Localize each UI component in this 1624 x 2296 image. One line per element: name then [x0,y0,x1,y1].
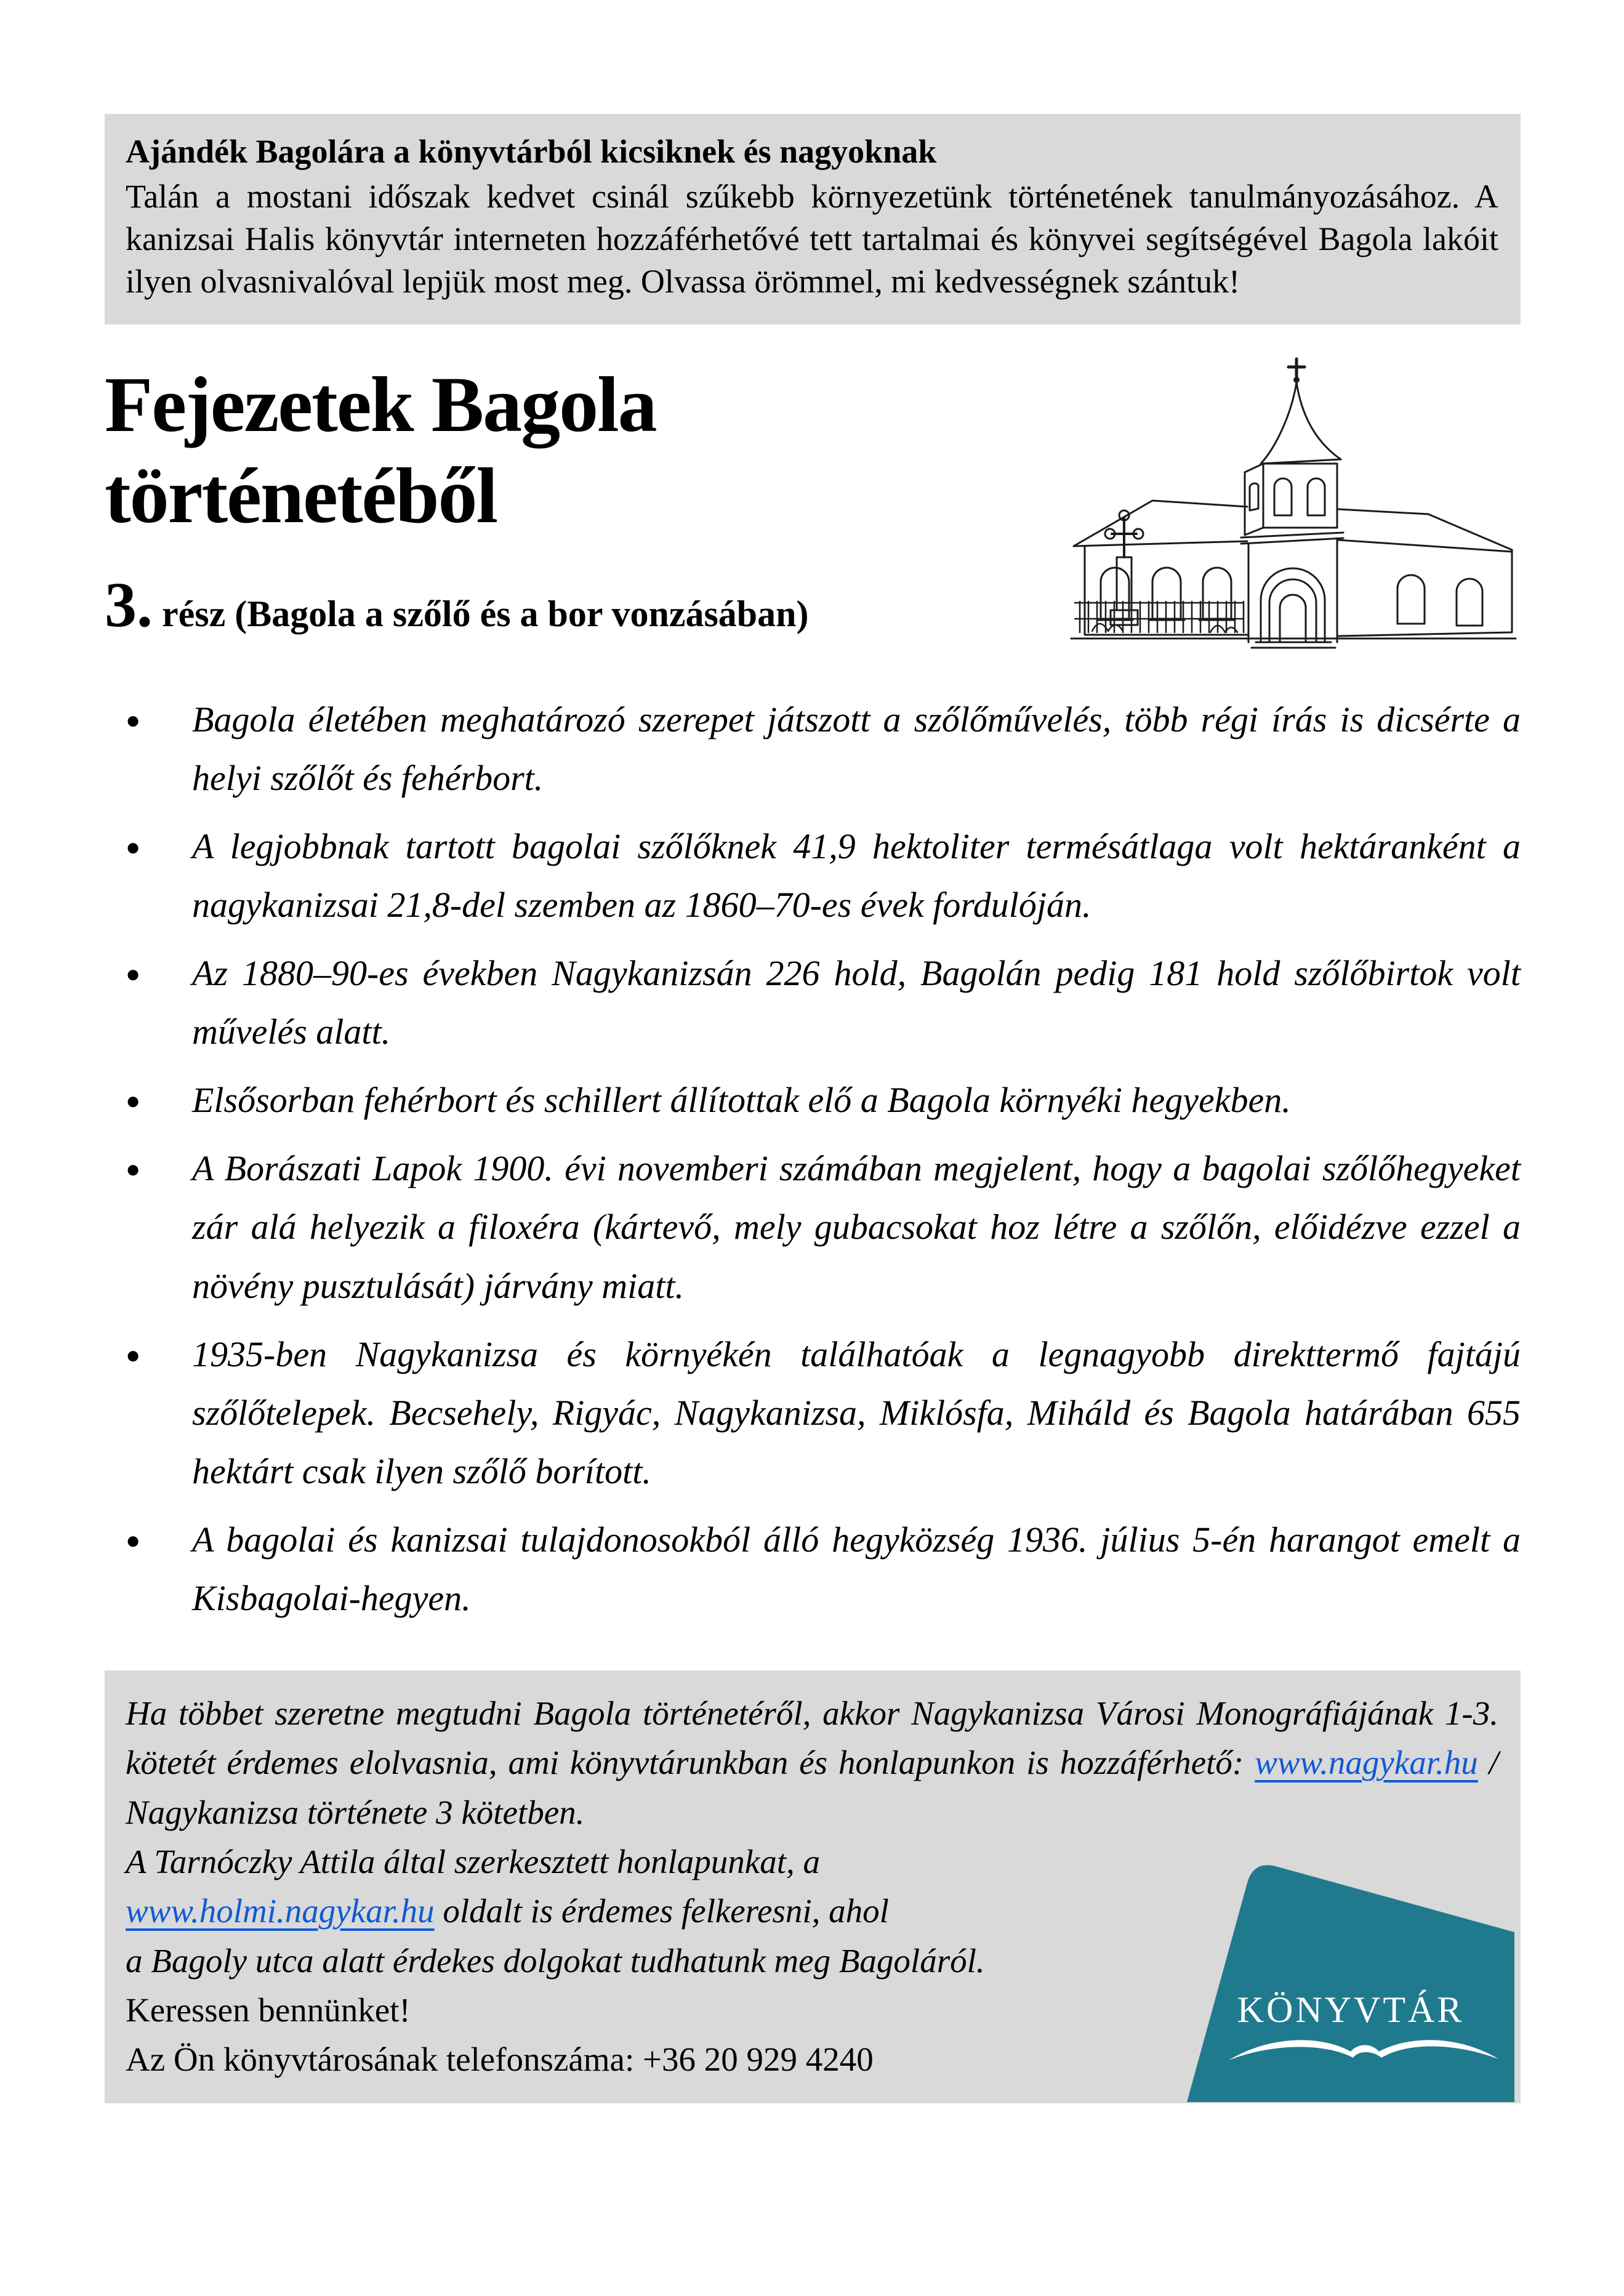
library-logo [1170,1855,1514,2102]
bullet-item: ● Az 1880–90-es években Nagykanizsán 226 hold, Bagolán pedig 181 hold szőlőbirtok volt művelés alatt. [105,944,1521,1061]
nagykar-link[interactable]: www.nagykar.hu [1255,1744,1478,1782]
bullet-item: ● A legjobbnak tartott bagolai szőlőknek 41,9 hektoliter termésátlaga volt hektáranként a nagykanizsai 21,8-del szemben az 1860–70-es évek fordulóján. [105,817,1521,934]
footer-line: A Tarnóczky Attila által szerkesztett honlapunkat, a [126,1843,820,1881]
title-row [105,359,1521,651]
intro-box [105,114,1521,324]
part-subtitle [105,568,1054,642]
footer-line: Az Ön könyvtárosának telefonszáma: +36 20 929 4240 [126,2040,874,2079]
part-title: rész (Bagola a szőlő és a bor vonzásában) [153,594,809,635]
footer-text: / Nagykanizsa története 3 kötetben. [126,1744,1499,1831]
intro-body: Talán a mostani időszak kedvet csinál szűkebb környezetünk történetének tanulmányozásához. A kanizsai Halis könyvtár interneten hozzáférhetővé tett tartalmai és könyvei segítségével Bagola lakóit ilyen olvasnivalóval lepjük most meg. Olvassa örömmel, mi kedvességnek szántuk! [126,178,1498,300]
footer-text: oldalt is érdemes felkeresni, ahol [434,1892,889,1930]
part-number: 3. [105,570,153,641]
bullet-list [105,690,1521,1628]
page-title: Fejezetek Bagola történetéből [105,360,656,539]
holmi-nagykar-link[interactable]: www.holmi.nagykar.hu [126,1892,435,1930]
intro-heading: Ajándék Bagolára a könyvtárból kicsiknek és nagyoknak [126,133,937,170]
footer-paragraph [126,1689,1498,1837]
footer-line: Keressen bennünket! [126,1991,411,2029]
church-illustration-icon [1065,354,1521,651]
footer-line [126,1887,1135,1936]
bullet-item: ● 1935-ben Nagykanizsa és környékén találhatóak a legnagyobb direkttermő fajtájú szőlőtelepek. Becsehely, Rigyác, Nagykanizsa, Miklósfa, Miháld és Bagola határában 655 hektárt csak ilyen szőlő borított. [105,1325,1521,1500]
bullet-item: ● A Borászati Lapok 1900. évi novemberi számában megjelent, hogy a bagolai szőlőhegyeket zár alá helyezik a filoxéra (kártevő, mely gubacsokat hoz létre a szőlőn, előidézve ezzel a növény pusztulását) járvány miatt. [105,1139,1521,1315]
footer-box [105,1670,1521,2103]
footer-line: a Bagoly utca alatt érdekes dolgokat tudhatunk meg Bagoláról. [126,1941,985,1980]
bullet-item: ● Elsősorban fehérbort és schillert állítottak elő a Bagola környéki hegyekben. [105,1071,1521,1129]
title-column [105,359,1054,642]
logo-shape [1187,1865,1514,2102]
logo-label: KÖNYVTÁR [1237,1989,1465,2030]
bullet-item: ● A bagolai és kanizsai tulajdonosokból álló hegyközség 1936. július 5-én harangot emelt a Kisbagolai-hegyen. [105,1510,1521,1627]
church-drawing [1065,354,1521,651]
library-logo-icon [1170,1855,1514,2102]
bullet-item: ● Bagola életében meghatározó szerepet játszott a szőlőművelés, több régi írás is dicsérte a helyi szőlőt és fehérbort. [105,690,1521,807]
footer-text: Ha többet szeretne megtudni Bagola történetéről, akkor Nagykanizsa Városi Monográfiájának 1-3. kötetét érdemes elolvasnia, ami könyvtárunkban és honlapunkon is hozzáférhető: [126,1694,1498,1782]
